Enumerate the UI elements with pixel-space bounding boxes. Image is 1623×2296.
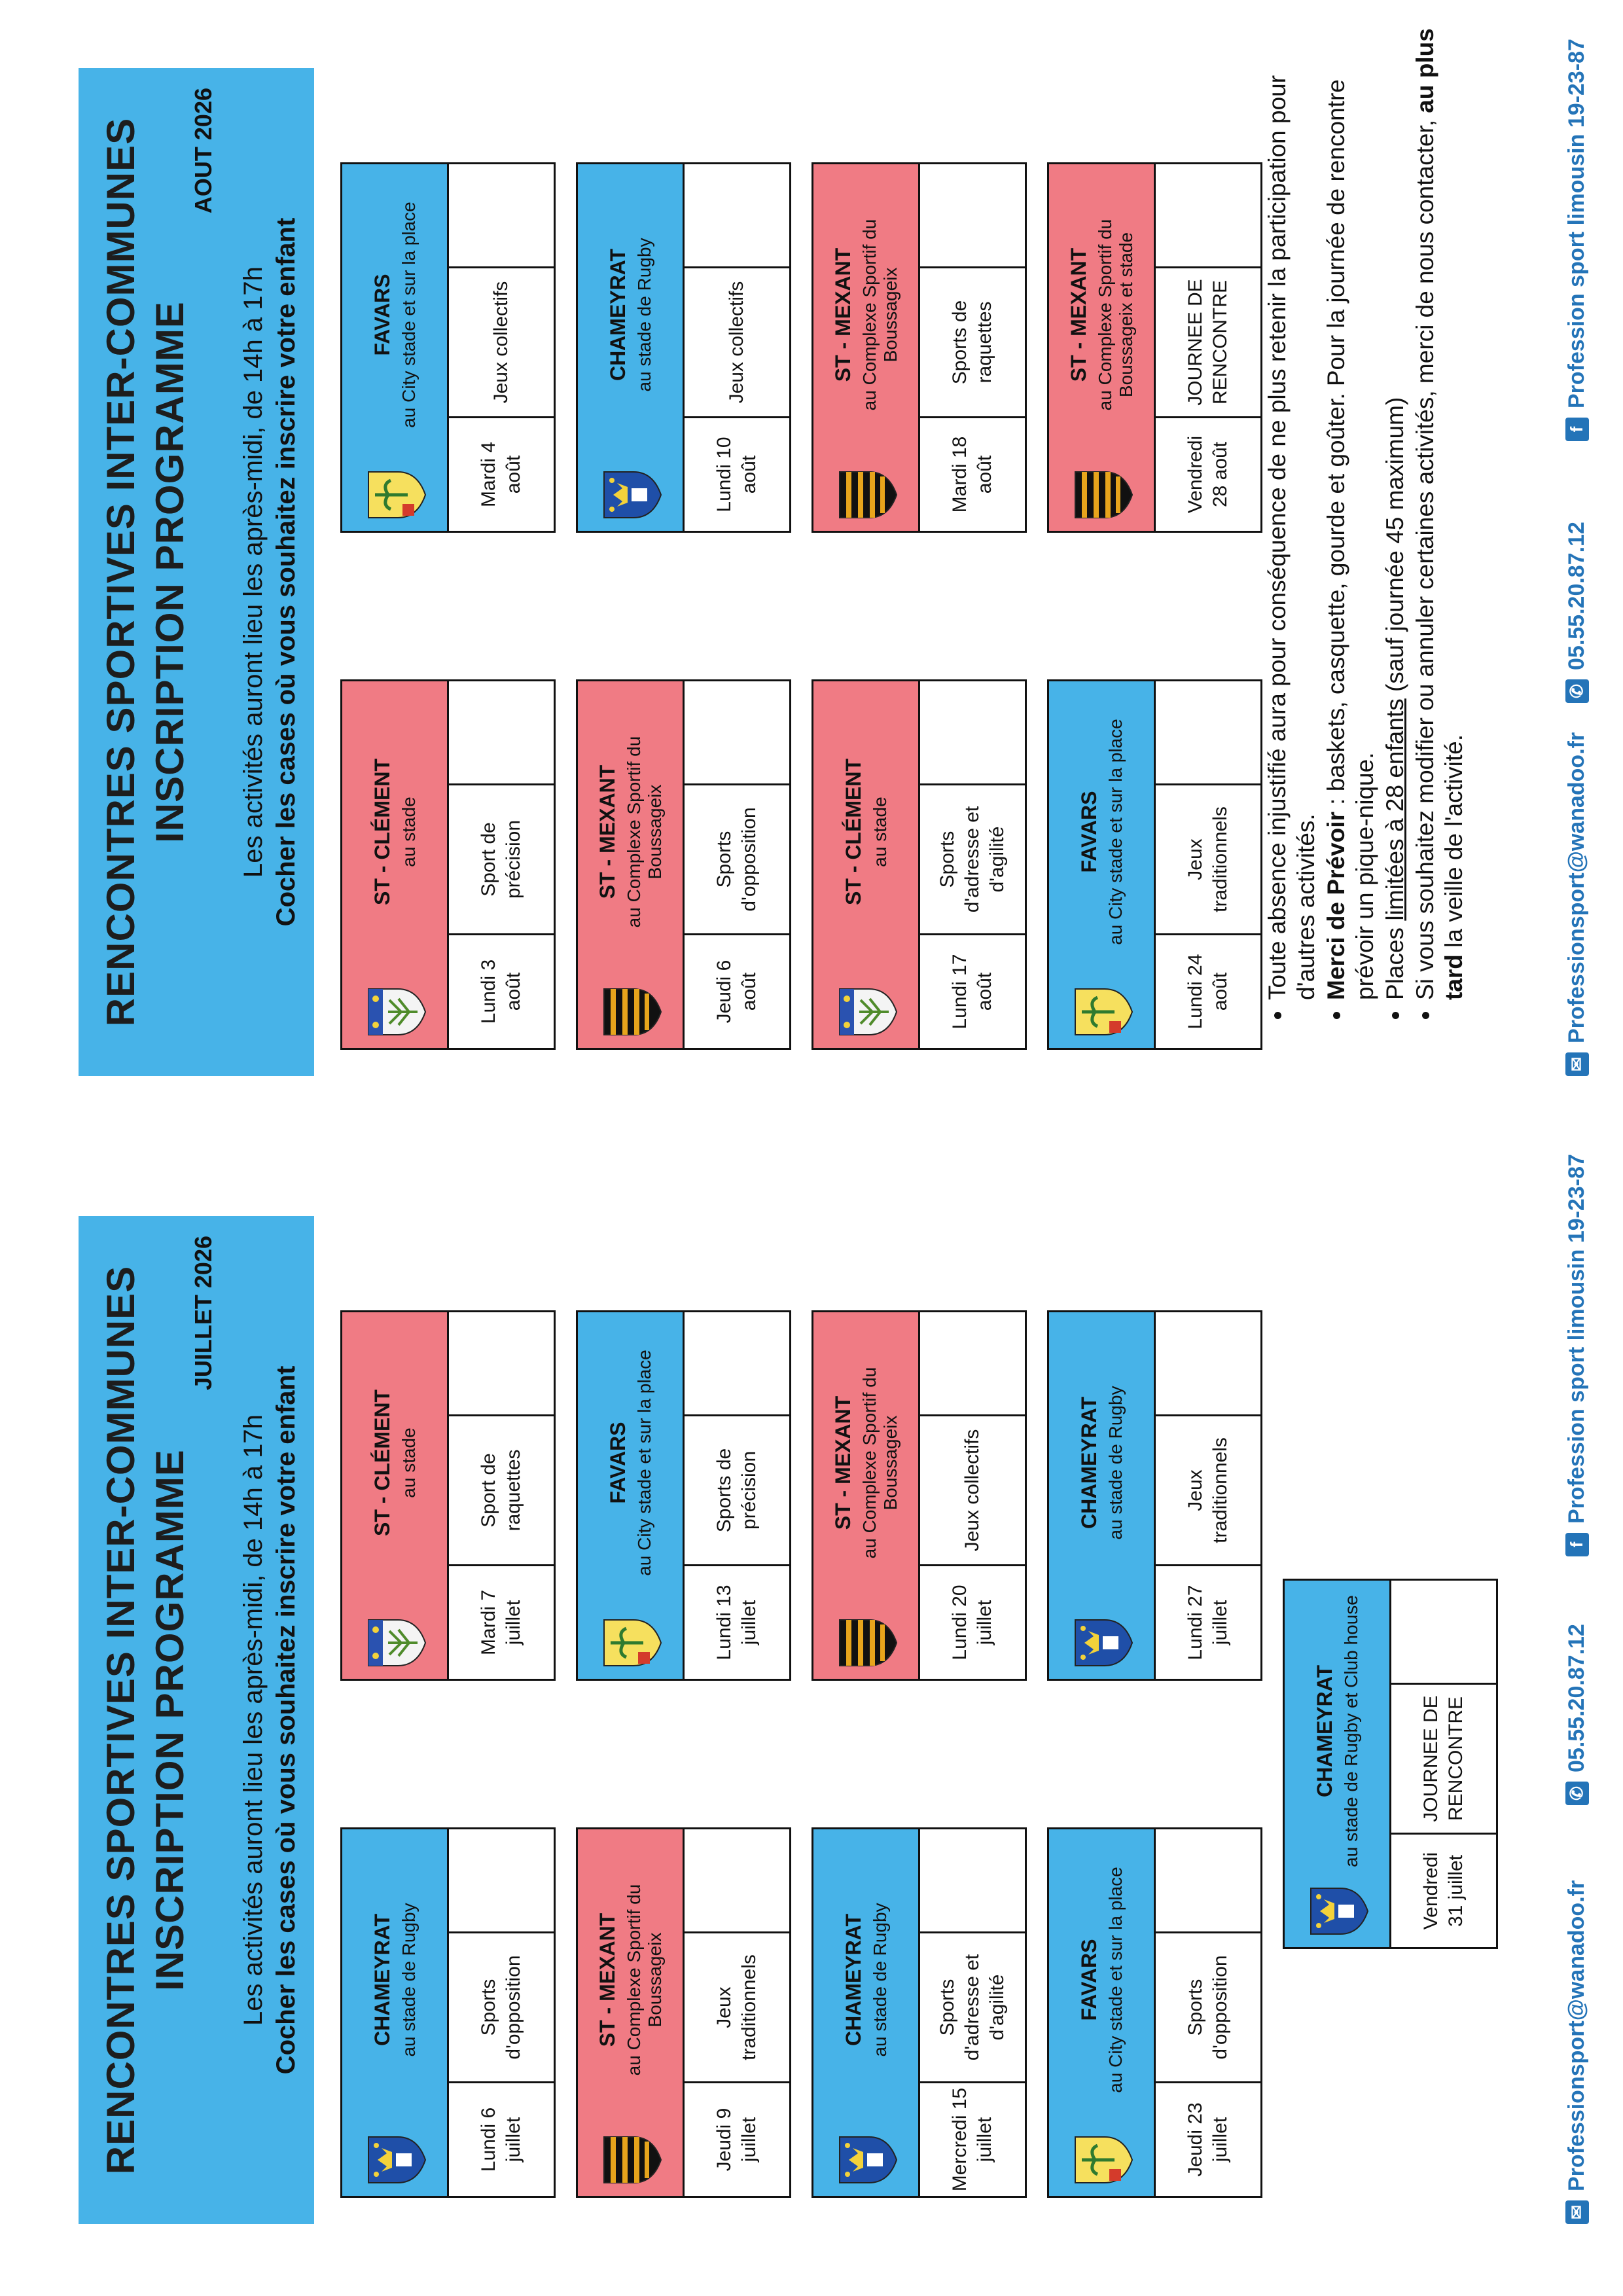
card-date: Lundi 17 août	[920, 933, 1025, 1048]
activity-card	[340, 1310, 556, 1681]
activity-card	[1047, 679, 1262, 1050]
card-activity: Sports d'opposition	[685, 783, 789, 933]
activity-card	[812, 1310, 1027, 1681]
email-icon: ✉	[1565, 1052, 1589, 1076]
august-facebook[interactable]: f Profession sport limousin 19-23-87	[1564, 39, 1590, 441]
activity-card	[576, 162, 791, 533]
card-header	[342, 681, 449, 1048]
notes-list	[1263, 5, 1470, 1026]
registration-checkbox[interactable]	[920, 164, 1025, 266]
favars-crest-icon	[346, 459, 444, 531]
card-date: Lundi 10 août	[685, 416, 789, 531]
card-town: FAVARS	[1077, 1939, 1101, 2021]
card-date: Lundi 6 juillet	[449, 2081, 554, 2196]
registration-checkbox[interactable]	[920, 1829, 1025, 1931]
card-place: au Complexe Sportif du Boussageix	[623, 1884, 665, 2076]
card-activity: Jeux traditionnels	[1156, 1414, 1260, 1564]
activity-card	[576, 1827, 791, 2198]
july-section	[0, 1148, 1623, 2296]
august-phone[interactable]: ✆ 05.55.20.87.12	[1564, 522, 1590, 703]
card-place: au stade de Rugby	[633, 238, 654, 392]
card-town: CHAMEYRAT	[370, 1913, 394, 2047]
chameyrat-crest-icon	[581, 459, 679, 531]
activity-card	[812, 1827, 1027, 2198]
chameyrat-crest-icon	[1288, 1875, 1386, 1947]
registration-checkbox[interactable]	[1156, 1829, 1260, 1931]
card-date: Mercredi 15 juillet	[920, 2081, 1025, 2196]
july-email[interactable]: ✉ Professionsport@wanadoo.fr	[1564, 1880, 1590, 2224]
card-place: au Complexe Sportif du Boussageix	[859, 219, 901, 411]
card-place: au City stade et sur la place	[1105, 719, 1126, 945]
stclement-crest-icon	[346, 1607, 444, 1679]
activity-card	[340, 679, 556, 1050]
july-instruction: Cocher les cases où vous souhaitez inscrire votre enfant	[272, 1365, 300, 2075]
july-banner	[79, 1216, 314, 2224]
card-place: au stade de Rugby	[398, 1903, 419, 2057]
card-place: au Complexe Sportif du Boussageix	[623, 736, 665, 928]
card-date: Vendredi 31 juillet	[1391, 1833, 1496, 1947]
card-place: au Complexe Sportif du Boussageix	[859, 1367, 901, 1559]
card-header	[342, 164, 449, 531]
card-place: au City stade et sur la place	[633, 1350, 654, 1576]
card-place: au stade	[398, 797, 419, 867]
card-header	[342, 1312, 449, 1679]
card-place: au stade	[869, 797, 890, 867]
stmexant-crest-icon	[817, 1607, 915, 1679]
card-activity: JOURNEE DE RENCONTRE	[1156, 266, 1260, 416]
card-header	[813, 681, 920, 1048]
card-town: FAVARS	[605, 1422, 630, 1504]
card-town: ST - MEXANT	[595, 1912, 619, 2047]
card-date: Mardi 18 août	[920, 416, 1025, 531]
registration-checkbox[interactable]	[1156, 1312, 1260, 1414]
card-town: CHAMEYRAT	[605, 248, 630, 382]
july-subtitle: INSCRIPTION PROGRAMME	[148, 1449, 192, 1991]
registration-checkbox[interactable]	[685, 164, 789, 266]
august-month: AOUT 2026	[190, 88, 217, 214]
phone-icon: ✆	[1565, 679, 1589, 703]
note-absence: • Toute absence injustifié aura pour conséquence de ne plus retenir la participation pour d'autres activités.	[1263, 5, 1321, 1000]
card-activity: Sports d'opposition	[1156, 1931, 1260, 2081]
card-date: Lundi 20 juillet	[920, 1564, 1025, 1679]
activity-card	[1047, 162, 1262, 533]
card-header	[1285, 1581, 1391, 1947]
july-title: RENCONTRES SPORTIVES INTER-COMMUNES	[99, 1265, 143, 2175]
card-header	[813, 164, 920, 531]
registration-checkbox[interactable]	[449, 1829, 554, 1931]
august-schedule-note: Les activités auront lieu les après-midi, de 14h à 17h	[239, 266, 268, 878]
card-date: Jeudi 23 juillet	[1156, 2081, 1260, 2196]
activity-card	[576, 679, 791, 1050]
card-date: Lundi 27 juillet	[1156, 1564, 1260, 1679]
card-activity: Sports de précision	[685, 1414, 789, 1564]
card-header	[1049, 681, 1156, 1048]
favars-crest-icon	[581, 1607, 679, 1679]
email-icon: ✉	[1565, 2200, 1589, 2224]
card-town: FAVARS	[370, 274, 394, 356]
activity-card	[812, 679, 1027, 1050]
august-instruction: Cocher les cases où vous souhaitez inscrire votre enfant	[272, 217, 300, 927]
card-place: au stade de Rugby	[869, 1903, 890, 2057]
activity-card	[576, 1310, 791, 1681]
july-schedule-note: Les activités auront lieu les après-midi, de 14h à 17h	[239, 1414, 268, 2026]
card-town: ST - CLÉMENT	[841, 759, 865, 905]
activity-card	[340, 1827, 556, 2198]
card-town: CHAMEYRAT	[1312, 1664, 1336, 1798]
july-facebook[interactable]: f Profession sport limousin 19-23-87	[1564, 1154, 1590, 1556]
card-header	[1049, 1829, 1156, 2196]
july-month: JUILLET 2026	[190, 1236, 217, 1391]
card-town: ST - MEXANT	[1066, 247, 1090, 382]
card-date: Jeudi 6 août	[685, 933, 789, 1048]
card-header	[578, 1829, 685, 2196]
card-town: ST - MEXANT	[830, 247, 855, 382]
activity-card	[1047, 1827, 1262, 2198]
registration-checkbox[interactable]	[685, 1829, 789, 1931]
stmexant-crest-icon	[817, 459, 915, 531]
card-header	[578, 1312, 685, 1679]
card-date: Mardi 7 juillet	[449, 1564, 554, 1679]
activity-card	[340, 162, 556, 533]
card-date: Lundi 3 août	[449, 933, 554, 1048]
card-header	[1049, 1312, 1156, 1679]
stclement-crest-icon	[346, 976, 444, 1048]
card-activity: Sports d'opposition	[449, 1931, 554, 2081]
card-town: ST - MEXANT	[595, 764, 619, 899]
card-activity: Sport de raquettes	[449, 1414, 554, 1564]
card-header	[578, 164, 685, 531]
card-town: ST - CLÉMENT	[370, 1390, 394, 1536]
registration-checkbox[interactable]	[1156, 681, 1260, 783]
registration-checkbox[interactable]	[685, 1312, 789, 1414]
facebook-icon: f	[1565, 1533, 1589, 1556]
favars-crest-icon	[1052, 976, 1150, 1048]
stmexant-crest-icon	[581, 2124, 679, 2196]
card-header	[578, 681, 685, 1048]
card-date: Lundi 24 août	[1156, 933, 1260, 1048]
card-town: ST - CLÉMENT	[370, 759, 394, 905]
card-activity: Jeux collectifs	[449, 266, 554, 416]
card-place: au stade	[398, 1427, 419, 1498]
registration-checkbox[interactable]	[920, 681, 1025, 783]
card-town: FAVARS	[1077, 791, 1101, 873]
registration-checkbox[interactable]	[449, 1312, 554, 1414]
card-date: Vendredi 28 août	[1156, 416, 1260, 531]
card-place: au City stade et sur la place	[398, 202, 419, 428]
card-date: Lundi 13 juillet	[685, 1564, 789, 1679]
august-banner	[79, 68, 314, 1076]
registration-checkbox[interactable]	[449, 681, 554, 783]
card-town: CHAMEYRAT	[1077, 1396, 1101, 1530]
favars-crest-icon	[1052, 2124, 1150, 2196]
card-activity: Jeux traditionnels	[1156, 783, 1260, 933]
card-activity: Jeux traditionnels	[685, 1931, 789, 2081]
july-phone[interactable]: ✆ 05.55.20.87.12	[1564, 1624, 1590, 1805]
activity-card	[1283, 1579, 1498, 1949]
registration-checkbox[interactable]	[1156, 164, 1260, 266]
card-place: au stade de Rugby	[1105, 1386, 1126, 1540]
stclement-crest-icon	[817, 976, 915, 1048]
note-prevoir: • Merci de Prévoir : baskets, casquette, gourde et goûter. Pour la journée de rencontre prévoir un pique-nique.	[1322, 5, 1380, 1000]
registration-checkbox[interactable]	[685, 681, 789, 783]
chameyrat-crest-icon	[346, 2124, 444, 2196]
card-header	[813, 1829, 920, 2196]
phone-icon: ✆	[1565, 1782, 1589, 1805]
card-place: au City stade et sur la place	[1105, 1867, 1126, 2093]
activity-card	[1047, 1310, 1262, 1681]
card-town: ST - MEXANT	[830, 1395, 855, 1530]
card-town: CHAMEYRAT	[841, 1913, 865, 2047]
card-activity: Sports d'adresse et d'agilité	[920, 1931, 1025, 2081]
august-subtitle: INSCRIPTION PROGRAMME	[148, 301, 192, 843]
activity-card	[812, 162, 1027, 533]
august-email[interactable]: ✉ Professionsport@wanadoo.fr	[1564, 732, 1590, 1076]
card-header	[342, 1829, 449, 2196]
card-header	[813, 1312, 920, 1679]
card-date: Mardi 4 août	[449, 416, 554, 531]
card-date: Jeudi 9 juillet	[685, 2081, 789, 2196]
card-activity: JOURNEE DE RENCONTRE	[1391, 1683, 1496, 1833]
stmexant-crest-icon	[1052, 459, 1150, 531]
chameyrat-crest-icon	[817, 2124, 915, 2196]
card-activity: Jeux collectifs	[920, 1414, 1025, 1564]
card-place: au Complexe Sportif du Boussageix et stade	[1094, 219, 1136, 411]
registration-checkbox[interactable]	[449, 164, 554, 266]
august-title: RENCONTRES SPORTIVES INTER-COMMUNES	[99, 117, 143, 1027]
card-activity: Sports de raquettes	[920, 266, 1025, 416]
card-place: au stade de Rugby et Club house	[1340, 1595, 1361, 1867]
card-activity: Sports d'adresse et d'agilité	[920, 783, 1025, 933]
card-activity: Sport de précision	[449, 783, 554, 933]
facebook-icon: f	[1565, 418, 1589, 441]
card-header	[1049, 164, 1156, 531]
note-places: • Places limitées à 28 enfants (sauf journée 45 maximum)	[1381, 5, 1410, 1000]
registration-checkbox[interactable]	[920, 1312, 1025, 1414]
note-contact: • Si vous souhaitez modifier ou annuler certaines activités, merci de nous contacter, au plus tard la veille de l'activité.	[1411, 5, 1469, 1000]
card-activity: Jeux collectifs	[685, 266, 789, 416]
chameyrat-crest-icon	[1052, 1607, 1150, 1679]
stmexant-crest-icon	[581, 976, 679, 1048]
registration-checkbox[interactable]	[1391, 1581, 1496, 1683]
